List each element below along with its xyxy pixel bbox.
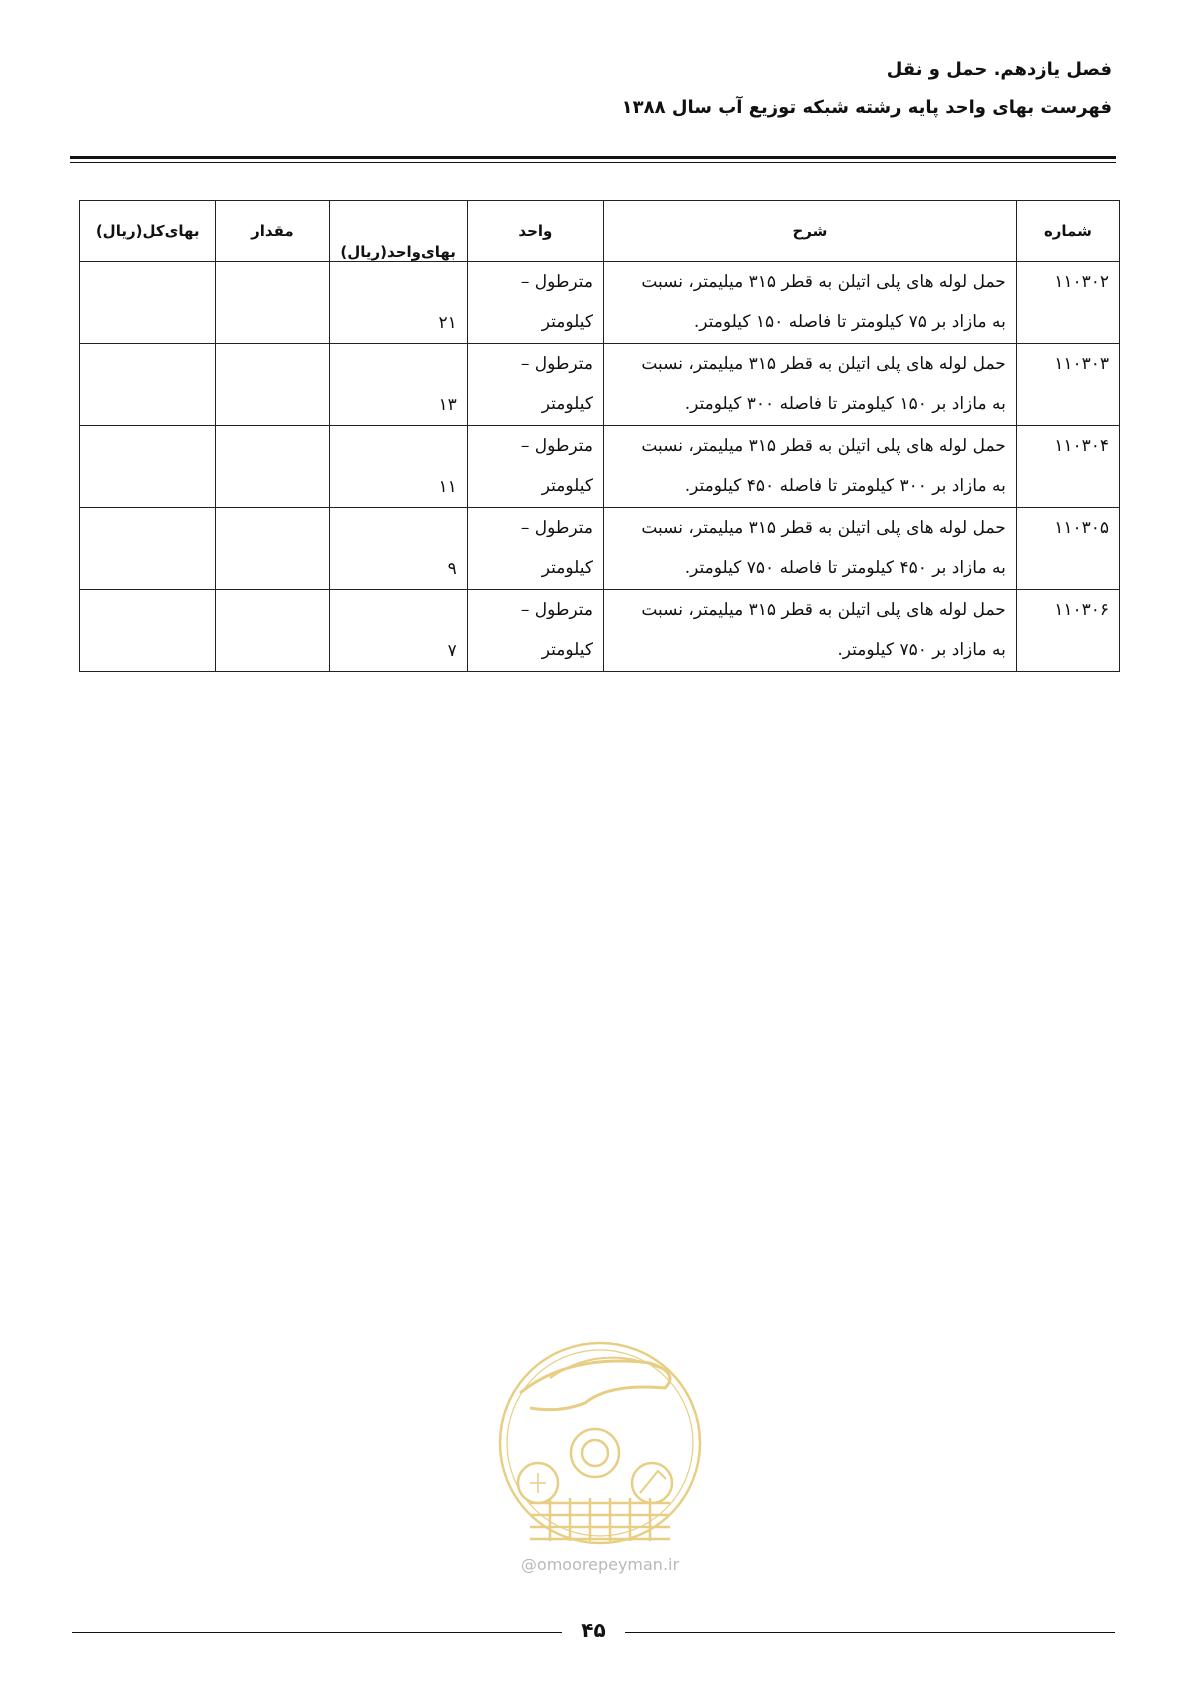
cell-unit bbox=[467, 426, 603, 508]
page-number: ۴۵ bbox=[581, 1618, 606, 1642]
cell-total-price bbox=[80, 590, 216, 672]
cell-unit bbox=[467, 508, 603, 590]
cell-description bbox=[604, 508, 1017, 590]
table-row bbox=[80, 426, 1120, 508]
chapter-title: فصل یازدهم. حمل و نقل bbox=[886, 59, 1112, 80]
cell-unit bbox=[467, 262, 603, 344]
description-line: حمل لوله های پلی اتیلن به قطر ۳۱۵ میلیمتر، نسبت bbox=[641, 272, 1006, 292]
cell-quantity bbox=[216, 344, 329, 426]
header-description: شرح bbox=[604, 201, 1017, 262]
unit-line: مترطول – bbox=[520, 600, 594, 620]
cell-quantity bbox=[216, 262, 329, 344]
cell-total-price bbox=[80, 262, 216, 344]
document-subtitle: فهرست بهای واحد پایه رشته شبکه توزیع آب سال ۱۳۸۸ bbox=[621, 97, 1112, 118]
description-line: حمل لوله های پلی اتیلن به قطر ۳۱۵ میلیمتر، نسبت bbox=[641, 600, 1006, 620]
description-line: حمل لوله های پلی اتیلن به قطر ۳۱۵ میلیمتر، نسبت bbox=[641, 354, 1006, 374]
unit-line: کیلومتر bbox=[541, 476, 594, 496]
unit-line: کیلومتر bbox=[541, 640, 594, 660]
unit-line: مترطول – bbox=[520, 436, 594, 456]
unit-line: مترطول – bbox=[520, 272, 594, 292]
cell-unit-price: ۲۱ bbox=[329, 262, 467, 344]
header-rule-thin bbox=[70, 162, 1116, 163]
cell-unit-price: ۹ bbox=[329, 508, 467, 590]
cell-total-price bbox=[80, 344, 216, 426]
cell-code: ۱۱۰۳۰۴ bbox=[1016, 426, 1119, 508]
unit-line: کیلومتر bbox=[541, 312, 594, 332]
price-table bbox=[79, 200, 1120, 672]
cell-unit-price: ۷ bbox=[329, 590, 467, 672]
cell-code: ۱۱۰۳۰۲ bbox=[1016, 262, 1119, 344]
description-line: به مازاد بر ۷۵۰ کیلومتر. bbox=[837, 640, 1006, 660]
table-header-row bbox=[80, 201, 1120, 262]
description-line: حمل لوله های پلی اتیلن به قطر ۳۱۵ میلیمتر، نسبت bbox=[641, 436, 1006, 456]
header-quantity: مقدار bbox=[216, 201, 329, 262]
cell-total-price bbox=[80, 508, 216, 590]
cell-description bbox=[604, 426, 1017, 508]
header-code: شماره bbox=[1016, 201, 1119, 262]
table-row bbox=[80, 590, 1120, 672]
unit-line: کیلومتر bbox=[541, 394, 594, 414]
table-row bbox=[80, 262, 1120, 344]
cell-code: ۱۱۰۳۰۶ bbox=[1016, 590, 1119, 672]
unit-line: مترطول – bbox=[520, 518, 594, 538]
cell-unit bbox=[467, 344, 603, 426]
cell-description bbox=[604, 262, 1017, 344]
cell-unit-price: ۱۳ bbox=[329, 344, 467, 426]
description-line: به مازاد بر ۷۵ کیلومتر تا فاصله ۱۵۰ کیلومتر. bbox=[693, 312, 1006, 332]
header-rule-thick bbox=[70, 156, 1116, 159]
header-unit-price: بهای‌واحد(ریال) bbox=[329, 201, 467, 262]
cell-description bbox=[604, 344, 1017, 426]
cell-total-price bbox=[80, 426, 216, 508]
description-line: به مازاد بر ۴۵۰ کیلومتر تا فاصله ۷۵۰ کیلومتر. bbox=[684, 558, 1006, 578]
footer-rule-left bbox=[72, 1632, 562, 1633]
cell-code: ۱۱۰۳۰۵ bbox=[1016, 508, 1119, 590]
cell-quantity bbox=[216, 508, 329, 590]
cell-quantity bbox=[216, 590, 329, 672]
table-row bbox=[80, 508, 1120, 590]
header-total-price: بهای‌کل(ریال) bbox=[80, 201, 216, 262]
cell-code: ۱۱۰۳۰۳ bbox=[1016, 344, 1119, 426]
description-line: حمل لوله های پلی اتیلن به قطر ۳۱۵ میلیمتر، نسبت bbox=[641, 518, 1006, 538]
cell-unit bbox=[467, 590, 603, 672]
description-line: به مازاد بر ۳۰۰ کیلومتر تا فاصله ۴۵۰ کیلومتر. bbox=[684, 476, 1006, 496]
watermark-url: @omoorepeyman.ir bbox=[520, 1555, 680, 1574]
cell-description bbox=[604, 590, 1017, 672]
footer-rule-right bbox=[625, 1632, 1115, 1633]
table-row bbox=[80, 344, 1120, 426]
unit-line: مترطول – bbox=[520, 354, 594, 374]
description-line: به مازاد بر ۱۵۰ کیلومتر تا فاصله ۳۰۰ کیلومتر. bbox=[684, 394, 1006, 414]
cell-unit-price: ۱۱ bbox=[329, 426, 467, 508]
unit-line: کیلومتر bbox=[541, 558, 594, 578]
header-unit: واحد bbox=[467, 201, 603, 262]
cell-quantity bbox=[216, 426, 329, 508]
page-header bbox=[70, 58, 1112, 120]
